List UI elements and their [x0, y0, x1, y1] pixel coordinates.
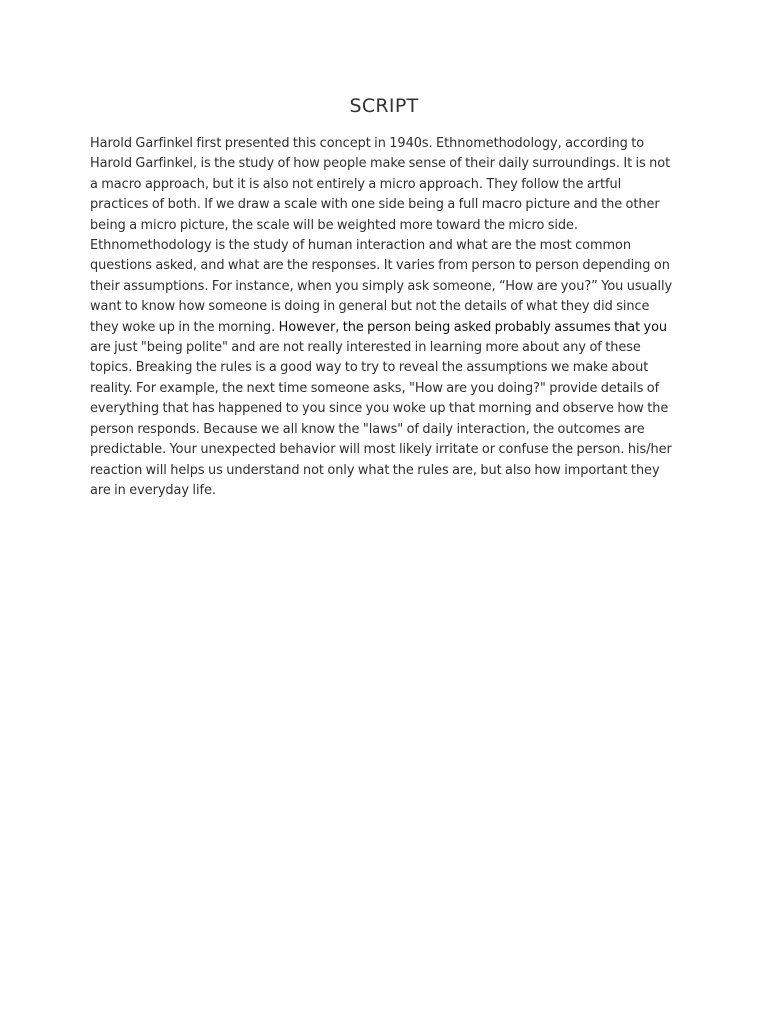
- paragraph-text-part-2: However, the person being asked probably assumes that you: [275, 319, 668, 335]
- paragraph-text-part-3: are just "being polite" and are not really interested in learning more about any of these topics. Breaking the rules is a good way to try to reveal the assumptions we make about reality. For example, the next time someone asks, "How are you doing?" provide details of everything that has happened to you since you woke up that morning and observe how the person responds. Because we all know the "laws" of daily interaction, the outcomes are predictable. Your unexpected behavior will most likely irritate or confuse the person. his/her reaction will helps us understand not only what the rules are, but also how important they are in everyday life.: [90, 340, 672, 498]
- body-paragraph: [90, 134, 680, 501]
- paragraph-text-part-1: Harold Garfinkel first presented this concept in 1940s. Ethnomethodology, according to Harold Garfinkel, is the study of how people make sense of their daily surroundings. It is not a macro approach, but it is also not entirely a micro approach. They follow the artful practices of both. If we draw a scale with one side being a full macro picture and the other being a micro picture, the scale will be weighted more toward the micro side. Ethnomethodology is the study of human interaction and what are the most common questions asked, and what are the responses. It varies from person to person depending on their assumptions. For instance, when you simply ask someone, “How are you?” You usually want to know how someone is doing in general but not the details of what they did since they woke up in the morning.: [90, 136, 673, 335]
- document-title: SCRIPT: [349, 95, 419, 117]
